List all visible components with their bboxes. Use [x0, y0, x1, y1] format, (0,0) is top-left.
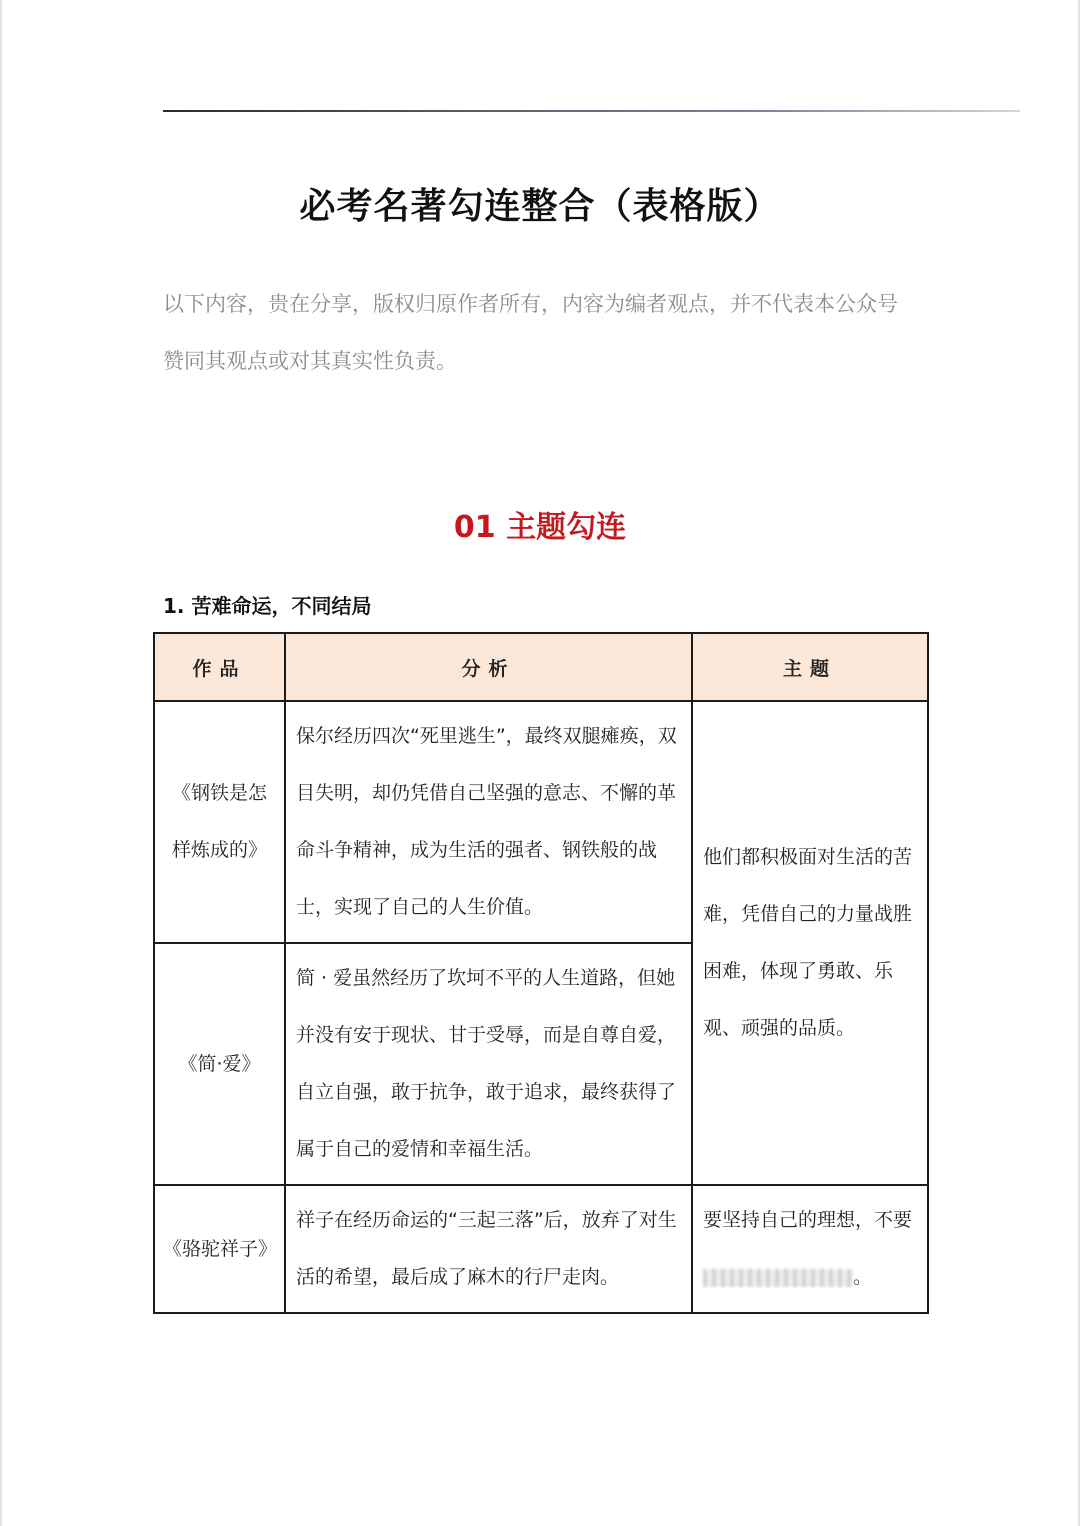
theme-line-1: 要坚持自己的理想，不要: [703, 1209, 913, 1231]
work-cell: [154, 701, 285, 943]
work-title-line-1: 《钢铁是怎: [171, 782, 267, 804]
comparison-table: [153, 632, 929, 1314]
work-title-line-2: 样炼成的》: [171, 839, 267, 861]
header-theme: 主题: [692, 633, 928, 701]
theme-line-2: [703, 1249, 917, 1306]
table-row: [154, 1185, 928, 1313]
shared-theme-cell: 他们都积极面对生活的苦难，凭借自己的力量战胜困难，体现了勇敢、乐观、顽强的品质。: [692, 701, 928, 1185]
work-cell: 《简·爱》: [154, 943, 285, 1185]
header-analysis: 分析: [285, 633, 692, 701]
table-row: [154, 701, 928, 943]
analysis-cell: 简 · 爱虽然经历了坎坷不平的人生道路，但她并没有安于现状、甘于受辱，而是自尊自爱，自立自强，敢于抗争，敢于追求，最终获得了属于自己的爱情和幸福生活。: [285, 943, 692, 1185]
analysis-cell: 保尔经历四次“死里逃生”，最终双腿瘫痪，双目失明，却仍凭借自己坚强的意志、不懈的革命斗争精神，成为生活的强者、钢铁般的战士，实现了自己的人生价值。: [285, 701, 692, 943]
top-divider: [163, 110, 1020, 112]
theme-cell: [692, 1185, 928, 1313]
analysis-cell: 祥子在经历命运的“三起三落”后，放弃了对生活的希望，最后成了麻木的行尸走肉。: [285, 1185, 692, 1313]
redacted-text: [703, 1269, 853, 1287]
theme-line-2-end: 。: [853, 1266, 873, 1288]
subsection-title: 1. 苦难命运，不同结局: [163, 594, 372, 618]
section-title: 01 主题勾连: [453, 510, 627, 545]
disclaimer-line-1: 以下内容，贵在分享，版权归原作者所有，内容为编者观点，并不代表本公众号: [163, 292, 898, 316]
work-cell: 《骆驼祥子》: [154, 1185, 285, 1313]
disclaimer-line-2: 赞同其观点或对其真实性负责。: [163, 349, 457, 373]
header-work: 作品: [154, 633, 285, 701]
document-title: 必考名著勾连整合（表格版）: [299, 186, 781, 227]
table-header-row: [154, 633, 928, 701]
disclaimer: [163, 276, 923, 390]
